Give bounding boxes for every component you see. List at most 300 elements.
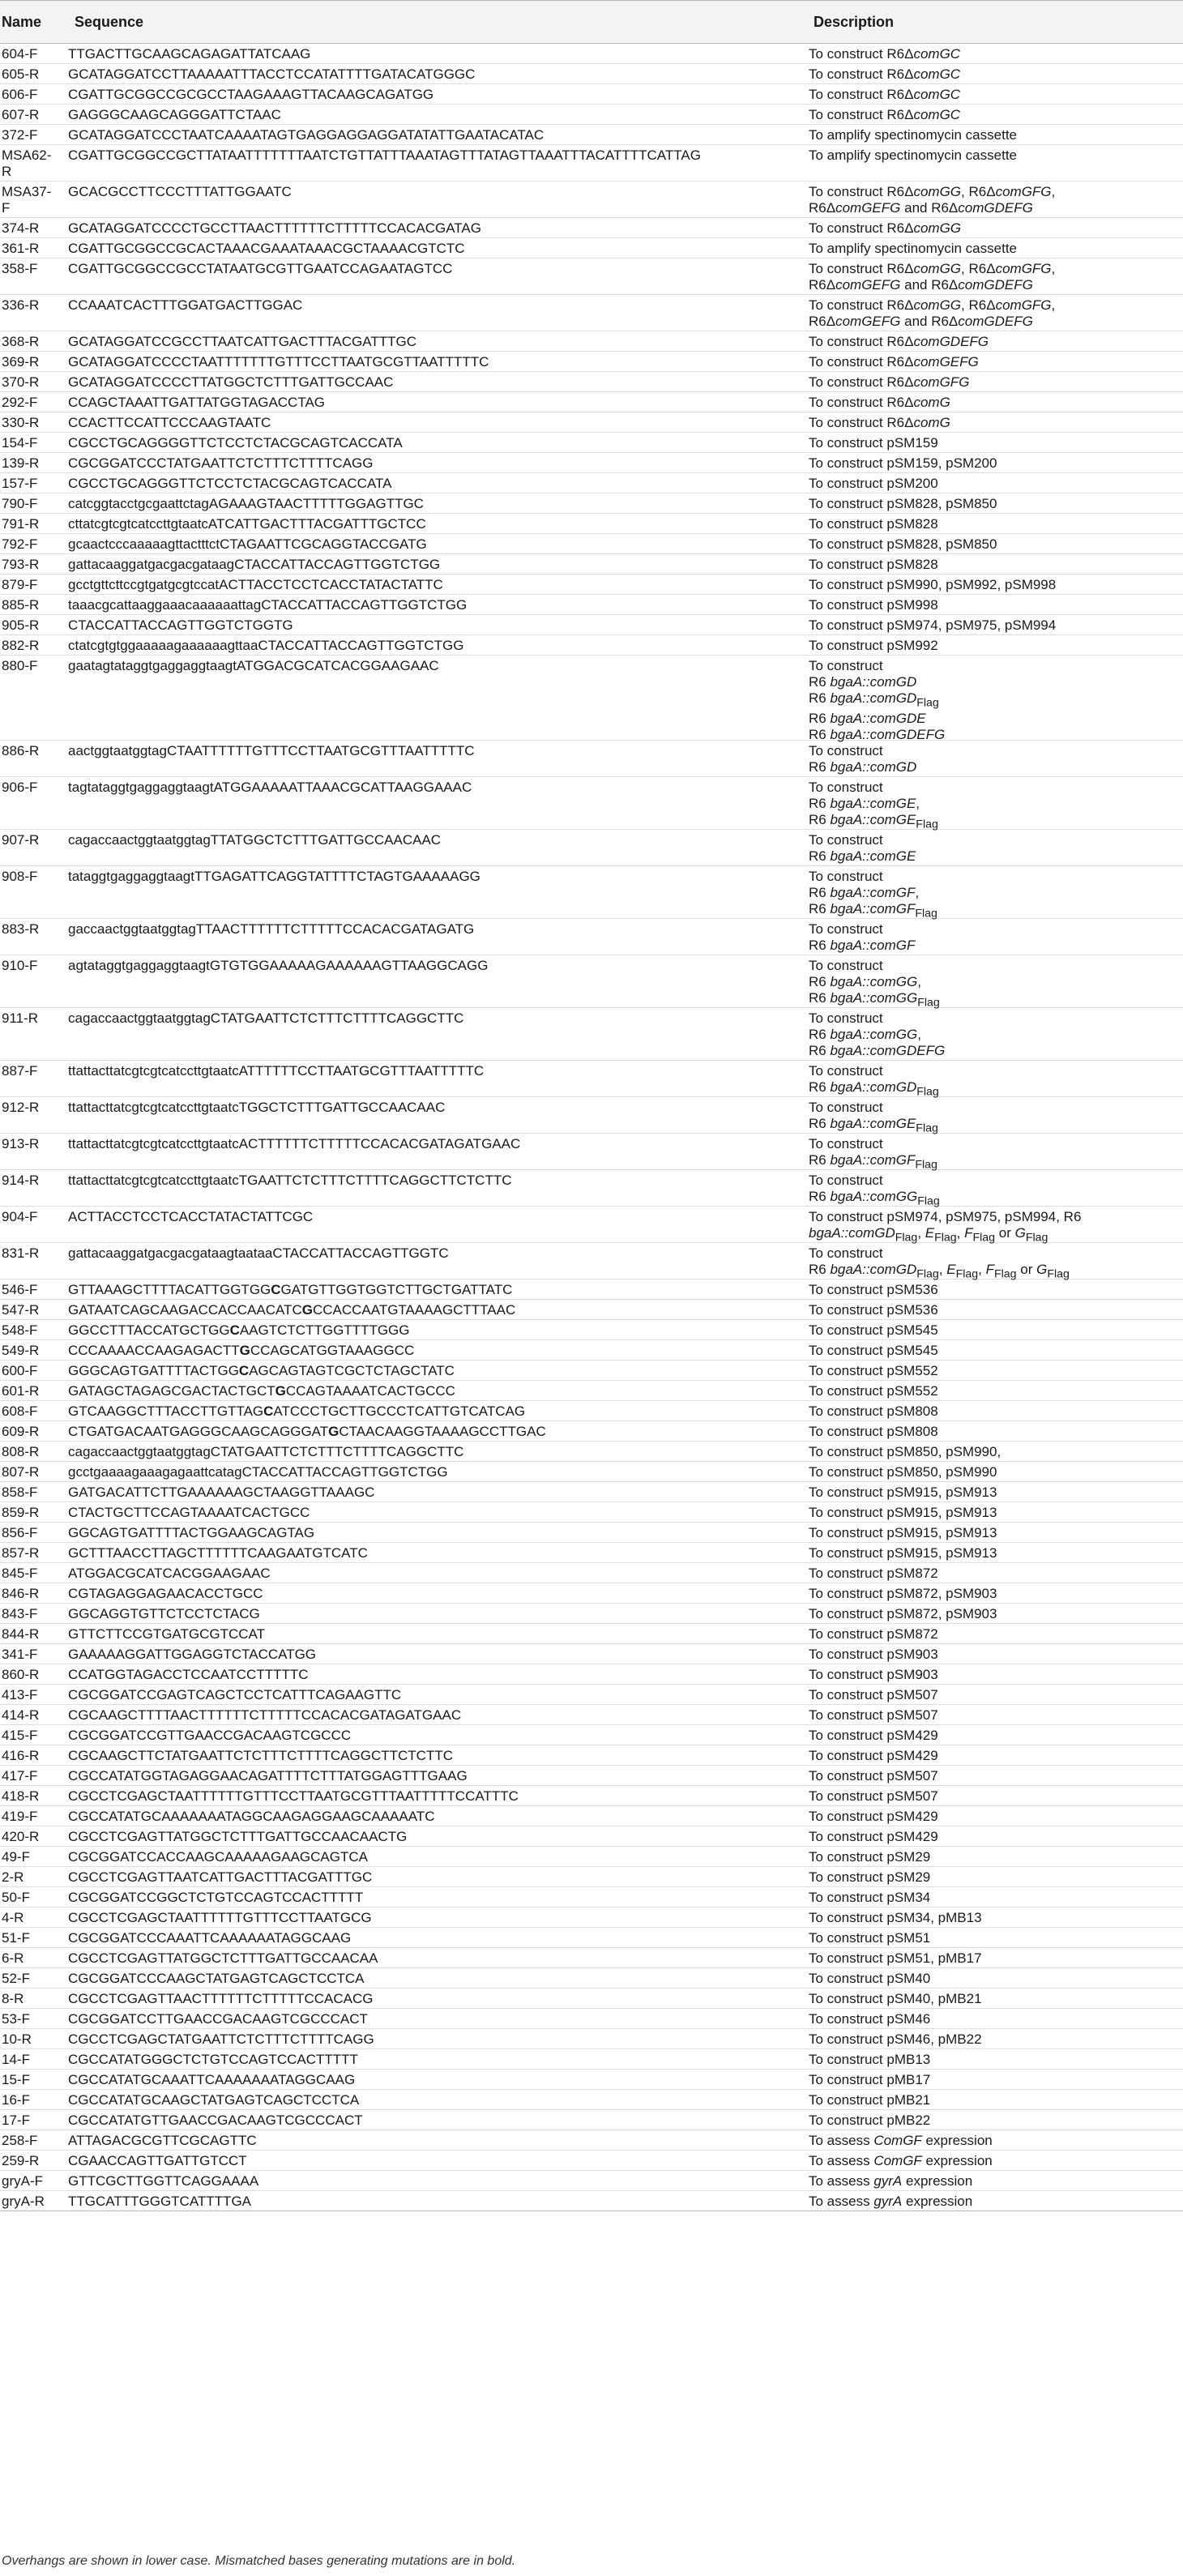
primer-description <box>805 64 1183 83</box>
primer-description <box>805 105 1183 123</box>
primer-name <box>0 1705 66 1724</box>
primer-name <box>0 1948 66 1967</box>
description-line: R6 bgaA::comGE <box>809 848 916 864</box>
description-line: To construct pSM872, pSM903 <box>809 1606 997 1621</box>
table-row <box>0 514 1183 534</box>
primer-description <box>805 1583 1183 1602</box>
primer-name-line: 791-R <box>2 516 40 532</box>
sequence-part: CGCCATATGCAAAAAAATAGGCAAGAGGAAGCAAAAATC <box>68 1809 435 1824</box>
table-row <box>0 433 1183 453</box>
primer-name <box>0 1968 66 1987</box>
sequence-part: CTGATGACAATGAGGGCAAGCAGGGAT <box>68 1424 329 1439</box>
primer-description <box>805 615 1183 634</box>
primer-name <box>0 433 66 451</box>
description-line: R6ΔcomGEFG and R6ΔcomGDEFG <box>809 200 1033 216</box>
primer-description <box>805 145 1183 164</box>
description-line: R6 bgaA::comGF$_{Flag}$ <box>809 901 937 921</box>
description-line: To construct <box>809 958 883 973</box>
description-line: To construct pSM850, pSM990, <box>809 1444 1001 1459</box>
description-line: To construct <box>809 1010 883 1026</box>
table-row <box>0 352 1183 372</box>
sequence-part: CGCGGATCCACCAAGCAAAAAGAAGCAGTCA <box>68 1849 368 1865</box>
primer-name <box>0 2009 66 2027</box>
primer-sequence <box>66 433 805 451</box>
sequence-part: ttattacttatcgtcgtcatccttgtaatcATTTTTTCCTTAATGCGTTTAATTTTTC <box>68 1063 485 1079</box>
description-line: To construct R6ΔcomG <box>809 415 950 430</box>
primer-sequence <box>66 554 805 573</box>
sequence-part: GGCCTTTACCATGCTGG <box>68 1322 230 1338</box>
primer-name-line: 372-F <box>2 127 38 143</box>
description-line: To assess ComGF expression <box>809 2153 993 2168</box>
primer-name <box>0 2130 66 2149</box>
table-row <box>0 1745 1183 1766</box>
table-row <box>0 1381 1183 1401</box>
description-line: R6 bgaA::comGG, <box>809 1027 921 1042</box>
primer-name-line: 547-R <box>2 1302 40 1318</box>
sequence-part: cagaccaactggtaatggtagCTATGAATTCTCTTTCTTTTCAGGCTTC <box>68 1444 464 1459</box>
table-row <box>0 1243 1183 1279</box>
description-line: To construct <box>809 780 883 795</box>
primer-description <box>805 453 1183 472</box>
primer-sequence <box>66 1644 805 1663</box>
sequence-part: GCATAGGATCCGCCTTAATCATTGACTTTACGATTTGC <box>68 334 417 349</box>
primer-description <box>805 777 1183 832</box>
primer-sequence <box>66 1725 805 1744</box>
sequence-part: CGCGGATCCCAAATTCAAAAAATAGGCAAG <box>68 1930 352 1946</box>
table-row <box>0 635 1183 656</box>
description-line: R6 bgaA::comGG, <box>809 974 921 989</box>
table-row <box>0 2070 1183 2090</box>
primer-sequence <box>66 866 805 885</box>
description-line: To amplify spectinomycin cassette <box>809 241 1017 256</box>
primer-sequence <box>66 238 805 257</box>
primer-name-line: 15-F <box>2 2072 30 2087</box>
primer-name <box>0 656 66 674</box>
sequence-part: GCATAGGATCCCCTAATTTTTTTGTTTCCTTAATGCGTTAATTTTTC <box>68 354 489 370</box>
description-line: R6 bgaA::comGF$_{Flag}$ <box>809 1152 937 1172</box>
description-line: To construct R6ΔcomGEFG <box>809 354 979 370</box>
primer-name-line: 912-R <box>2 1100 40 1115</box>
primer-sequence <box>66 1482 805 1501</box>
description-line: bgaA::comGD$_{Flag}$, $E_{Flag}$, $F_{Flag}$ or $G_{Flag}$ <box>809 1225 1048 1245</box>
description-line: R6 bgaA::comGD <box>809 674 917 690</box>
primer-sequence <box>66 1826 805 1845</box>
table-row <box>0 1887 1183 1907</box>
primer-description <box>805 1401 1183 1420</box>
primer-sequence <box>66 1786 805 1805</box>
sequence-part: CGCCATATGTTGAACCGACAAGTCGCCCACT <box>68 2112 363 2128</box>
primer-description <box>805 1207 1183 1245</box>
primer-name <box>0 1061 66 1079</box>
primer-name-line: 906-F <box>2 780 38 795</box>
sequence-part: CGCCTCGAGTTATGGCTCTTTGATTGCCAACAA <box>68 1950 378 1966</box>
primer-name <box>0 955 66 974</box>
sequence-part: GTTAAAGCTTTTACATTGGTGG <box>68 1282 271 1297</box>
table-row <box>0 145 1183 182</box>
primer-sequence <box>66 595 805 613</box>
primer-name <box>0 2070 66 2088</box>
primer-name-line: 369-R <box>2 354 40 370</box>
primer-sequence <box>66 2130 805 2149</box>
table-row <box>0 372 1183 392</box>
primer-name-line: 416-R <box>2 1748 40 1763</box>
primer-sequence <box>66 741 805 759</box>
primer-sequence <box>66 1847 805 1865</box>
table-row <box>0 1604 1183 1624</box>
primer-description <box>805 1279 1183 1298</box>
primer-description <box>805 1624 1183 1643</box>
primer-sequence <box>66 2090 805 2108</box>
sequence-part: GAGGGCAAGCAGGGATTCTAAC <box>68 107 281 122</box>
primer-sequence <box>66 2070 805 2088</box>
sequence-part: ttattacttatcgtcgtcatccttgtaatcACTTTTTTCTTTTTCCACACGATAGATGAAC <box>68 1136 521 1151</box>
sequence-part: CGCCTGCAGGGTTCTCCTCTACGCAGTCACCATA <box>68 476 392 491</box>
primer-description <box>805 1786 1183 1805</box>
primer-sequence <box>66 575 805 593</box>
primer-name <box>0 1725 66 1744</box>
sequence-part: GATAATCAGCAAGACCACCAACATC <box>68 1302 302 1318</box>
sequence-part: CGCCTCGAGTTAATCATTGACTTTACGATTTGC <box>68 1869 373 1885</box>
table-row <box>0 2151 1183 2171</box>
primer-name-line: 604-F <box>2 46 38 62</box>
primer-description <box>805 1644 1183 1663</box>
primer-name-line: 792-F <box>2 536 38 552</box>
description-line: To construct R6ΔcomGG, R6ΔcomGFG, <box>809 261 1056 276</box>
primer-name-line: 341-F <box>2 1647 38 1662</box>
primer-name-line: 50-F <box>2 1890 30 1905</box>
primer-description <box>805 1928 1183 1946</box>
primer-name <box>0 1421 66 1440</box>
sequence-part: CGCGGATCCCTATGAATTCTCTTTCTTTTCAGG <box>68 455 374 471</box>
table-row <box>0 1320 1183 1340</box>
primer-name <box>0 1887 66 1906</box>
primer-description <box>805 1989 1183 2007</box>
sequence-part: CGCGGATCCGAGTCAGCTCCTCATTTCAGAAGTTC <box>68 1687 402 1702</box>
sequence-part: CGATTGCGGCCGCGCCTAAGAAAGTTACAAGCAGATGG <box>68 87 434 102</box>
primer-description <box>805 1867 1183 1886</box>
description-line: To construct pSM545 <box>809 1322 938 1338</box>
primer-description <box>805 1907 1183 1926</box>
primer-sequence <box>66 830 805 848</box>
primer-name <box>0 64 66 83</box>
description-line: To construct pSM903 <box>809 1667 938 1682</box>
description-line: To amplify spectinomycin cassette <box>809 147 1017 163</box>
sequence-part: GATGACATTCTTGAAAAAAGCTAAGGTTAAAGC <box>68 1485 375 1500</box>
description-line: To construct R6ΔcomGG <box>809 220 962 236</box>
primer-name <box>0 258 66 277</box>
primer-description <box>805 1725 1183 1744</box>
sequence-part: CGCCTCGAGCTAATTTTTTGTTTCCTTAATGCGTTTAATTTTTCCATTTC <box>68 1788 519 1804</box>
sequence-part: CGCCTCGAGCTAATTTTTTGTTTCCTTAATGCG <box>68 1910 372 1925</box>
primer-name <box>0 1207 66 1225</box>
description-line: To construct <box>809 743 883 758</box>
primer-name <box>0 331 66 350</box>
description-line: To construct pSM40 <box>809 1971 931 1986</box>
primer-description <box>805 2130 1183 2149</box>
primer-sequence <box>66 1624 805 1643</box>
primer-description <box>805 331 1183 350</box>
primer-sequence <box>66 1243 805 1262</box>
primer-description <box>805 1664 1183 1683</box>
description-line: R6 bgaA::comGF, <box>809 885 920 900</box>
table-row <box>0 238 1183 258</box>
primer-description <box>805 1968 1183 1987</box>
primer-name <box>0 1361 66 1379</box>
sequence-part: TTGCATTTGGGTCATTTTGA <box>68 2194 252 2209</box>
sequence-part: ctatcgtgtggaaaaagaaaaaagttaaCTACCATTACCAGTTGGTCTGG <box>68 638 464 653</box>
sequence-part: tagtataggtgaggaggtaagtATGGAAAAATTAAACGCATTAAGGAAAC <box>68 780 472 795</box>
primer-name-line: 601-R <box>2 1383 40 1399</box>
primer-name-line: 549-R <box>2 1343 40 1358</box>
primer-name-line: 51-F <box>2 1930 30 1946</box>
primer-sequence <box>66 218 805 237</box>
description-line: To construct pMB22 <box>809 2112 931 2128</box>
sequence-part: GCATAGGATCCCTAATCAAAATAGTGAGGAGGAGGATATATTGAATACATAC <box>68 127 545 143</box>
description-line: To construct pSM29 <box>809 1869 931 1885</box>
primer-description <box>805 1320 1183 1339</box>
table-row <box>0 615 1183 635</box>
primer-description <box>805 218 1183 237</box>
primer-description <box>805 238 1183 257</box>
description-line: To construct <box>809 1173 883 1188</box>
primer-name-line: 910-F <box>2 958 38 973</box>
description-line: To construct pSM159 <box>809 435 938 451</box>
primer-name-line: 336-R <box>2 297 40 313</box>
primer-name <box>0 1482 66 1501</box>
sequence-part: CCACTTCCATTCCCAAGTAATC <box>68 415 271 430</box>
description-line: To construct pSM915, pSM913 <box>809 1505 997 1520</box>
primer-name <box>0 1847 66 1865</box>
sequence-part: CTACTGCTTCCAGTAAAATCACTGCC <box>68 1505 310 1520</box>
sequence-part: CCAGCATGGTAAAGGCC <box>250 1343 415 1358</box>
table-row <box>0 866 1183 919</box>
primer-description <box>805 866 1183 921</box>
sequence-part: CGCCATATGGGCTCTGTCCAGTCCACTTTTT <box>68 2052 358 2067</box>
primer-name-line: 911-R <box>2 1010 39 1026</box>
primer-name <box>0 830 66 848</box>
description-line: R6 bgaA::comGE$_{Flag}$ <box>809 812 938 831</box>
primer-sequence <box>66 1887 805 1906</box>
primer-name-line: 358-F <box>2 261 38 276</box>
primer-description <box>805 514 1183 532</box>
description-line: To construct <box>809 1063 883 1079</box>
table-row <box>0 1421 1183 1442</box>
table-row <box>0 473 1183 493</box>
primer-name-line: 8-R <box>2 1991 24 2006</box>
sequence-part: AGCAGTAGTCGCTCTAGCTATC <box>249 1363 455 1378</box>
description-line: To construct pSM990, pSM992, pSM998 <box>809 577 1057 592</box>
table-row <box>0 453 1183 473</box>
sequence-part: CGCGGATCCTTGAACCGACAAGTCGCCCACT <box>68 2011 368 2027</box>
primer-description <box>805 1563 1183 1582</box>
primer-description <box>805 1008 1183 1059</box>
sequence-part: gcctgaaaagaaagagaattcatagCTACCATTACCAGTTGGTCTGG <box>68 1464 448 1480</box>
sequence-part: gaatagtataggtgaggaggtaagtATGGACGCATCACGGAAGAAC <box>68 658 439 673</box>
table-header <box>0 0 1183 44</box>
sequence-part: CGTAGAGGAGAACACCTGCC <box>68 1586 263 1601</box>
mismatch-base: C <box>263 1403 274 1419</box>
primer-name <box>0 2191 66 2210</box>
sequence-part: CCAAATCACTTTGGATGACTTGGAC <box>68 297 303 313</box>
primer-name-line: 368-R <box>2 334 40 349</box>
primer-sequence <box>66 1563 805 1582</box>
primer-sequence <box>66 2191 805 2210</box>
primer-name <box>0 352 66 370</box>
sequence-part: ttattacttatcgtcgtcatccttgtaatcTGAATTCTCTTTCTTTTCAGGCTTCTCTTC <box>68 1173 512 1188</box>
table-row <box>0 1948 1183 1968</box>
primer-description <box>805 1705 1183 1724</box>
table-row <box>0 1786 1183 1806</box>
primer-name <box>0 372 66 391</box>
header-sequence: Sequence <box>75 13 144 30</box>
primer-name <box>0 238 66 257</box>
primer-name <box>0 1907 66 1926</box>
sequence-part: GCTTTAACCTTAGCTTTTTTCAAGAATGTCATC <box>68 1545 368 1561</box>
table-row <box>0 1502 1183 1523</box>
primer-name-line: 6-R <box>2 1950 24 1966</box>
primer-name <box>0 635 66 654</box>
sequence-part: CCATGGTAGACCTCCAATCCTTTTTC <box>68 1667 309 1682</box>
description-line: To construct pSM903 <box>809 1647 938 1662</box>
description-line: To construct pSM915, pSM913 <box>809 1485 997 1500</box>
mismatch-base: C <box>229 1322 240 1338</box>
primer-name-line: 154-F <box>2 435 38 451</box>
primer-name-line: 53-F <box>2 2011 30 2027</box>
primer-name-line: 605-R <box>2 66 40 82</box>
primer-name <box>0 1745 66 1764</box>
primer-name-line: 860-R <box>2 1667 40 1682</box>
primer-name-line: 414-R <box>2 1707 40 1723</box>
table-row <box>0 1705 1183 1725</box>
mismatch-base: C <box>271 1282 281 1297</box>
description-line: R6 bgaA::comGF <box>809 938 916 953</box>
primer-name <box>0 125 66 143</box>
sequence-part: CGCCATATGGTAGAGGAACAGATTTTCTTTATGGAGTTTGAAG <box>68 1768 468 1784</box>
sequence-part: CGCCATATGCAAATTCAAAAAAATAGGCAAG <box>68 2072 356 2087</box>
mismatch-base: G <box>239 1343 250 1358</box>
primer-description <box>805 2110 1183 2129</box>
table-row <box>0 105 1183 125</box>
table-row <box>0 2090 1183 2110</box>
primer-sequence <box>66 44 805 62</box>
primer-name-line: F <box>2 200 11 216</box>
table-row <box>0 64 1183 84</box>
sequence-part: CGAACCAGTTGATTGTCCT <box>68 2153 247 2168</box>
primer-description <box>805 919 1183 954</box>
table-row <box>0 741 1183 777</box>
primer-sequence <box>66 258 805 277</box>
sequence-part: gattacaaggatgacgacgataagtaataaCTACCATTACCAGTTGGTC <box>68 1245 449 1261</box>
description-line: To construct pSM998 <box>809 597 938 613</box>
primer-name-line: MSA62- <box>2 147 52 163</box>
primer-description <box>805 2171 1183 2189</box>
primer-name-line: 883-R <box>2 921 40 937</box>
table-row <box>0 1867 1183 1887</box>
primer-description <box>805 1826 1183 1845</box>
primer-sequence <box>66 2009 805 2027</box>
sequence-part: GCATAGGATCCTTAAAAATTTACCTCCATATTTTGATACATGGGC <box>68 66 476 82</box>
primer-name-line: 418-R <box>2 1788 40 1804</box>
primer-name-line: 259-R <box>2 2153 40 2168</box>
primer-sequence <box>66 2049 805 2068</box>
description-line: To assess ComGF expression <box>809 2133 993 2148</box>
sequence-part: CGCGGATCCGTTGAACCGACAAGTCGCCC <box>68 1728 352 1743</box>
description-line: To construct pSM552 <box>809 1383 938 1399</box>
description-line: To construct pSM828, pSM850 <box>809 536 997 552</box>
primer-name <box>0 1008 66 1027</box>
table-body <box>0 44 1183 2211</box>
description-line: To construct pSM159, pSM200 <box>809 455 997 471</box>
table-row <box>0 830 1183 866</box>
primer-description <box>805 1482 1183 1501</box>
primer-name <box>0 1928 66 1946</box>
sequence-part: ATTAGACGCGTTCGCAGTTC <box>68 2133 257 2148</box>
primer-description <box>805 433 1183 451</box>
primer-description <box>805 955 1183 1010</box>
description-line: To construct <box>809 1100 883 1115</box>
primer-description <box>805 1340 1183 1359</box>
table-row <box>0 1826 1183 1847</box>
header-name: Name <box>2 13 42 30</box>
primer-name-line: 908-F <box>2 869 38 884</box>
sequence-part: ATGGACGCATCACGGAAGAAC <box>68 1566 271 1581</box>
sequence-part: CGCCTCGAGTTATGGCTCTTTGATTGCCAACAACTG <box>68 1829 408 1844</box>
description-line: To construct pSM536 <box>809 1282 938 1297</box>
primer-description <box>805 575 1183 593</box>
table-row <box>0 493 1183 514</box>
primer-name <box>0 866 66 885</box>
sequence-part: taaacgcattaaggaaacaaaaaattagCTACCATTACCAGTTGGTCTGG <box>68 597 468 613</box>
primer-name <box>0 453 66 472</box>
primer-name-line: 419-F <box>2 1809 38 1824</box>
description-line: To assess gyrA expression <box>809 2173 973 2189</box>
primer-name-line: gryA-R <box>2 2194 45 2209</box>
primer-name <box>0 575 66 593</box>
primer-description <box>805 473 1183 492</box>
primer-name-line: 607-R <box>2 107 40 122</box>
sequence-part: CGCAAGCTTTTAACTTTTTTCTTTTTCCACACGATAGATGAAC <box>68 1707 462 1723</box>
primer-sequence <box>66 125 805 143</box>
description-line: R6 bgaA::comGD$_{Flag}$, $E_{Flag}$, $F_{Flag}$ or $G_{Flag}$ <box>809 1262 1070 1281</box>
primer-description <box>805 1745 1183 1764</box>
table-row <box>0 1300 1183 1320</box>
table-row <box>0 534 1183 554</box>
sequence-part: GCACGCCTTCCCTTTATTGGAATC <box>68 184 292 199</box>
primer-name-line: 157-F <box>2 476 38 491</box>
primer-name <box>0 1664 66 1683</box>
table-row <box>0 1543 1183 1563</box>
primer-sequence <box>66 2110 805 2129</box>
table-row <box>0 554 1183 575</box>
primer-sequence <box>66 2029 805 2048</box>
description-line: R6 bgaA::comGG$_{Flag}$ <box>809 990 940 1010</box>
primer-name <box>0 182 66 216</box>
description-line: R6 bgaA::comGG$_{Flag}$ <box>809 1189 940 1208</box>
table-row <box>0 1583 1183 1604</box>
primer-description <box>805 1887 1183 1906</box>
primer-sequence <box>66 1989 805 2007</box>
primer-sequence <box>66 1170 805 1189</box>
primer-sequence <box>66 615 805 634</box>
description-line: To construct pSM536 <box>809 1302 938 1318</box>
primer-name-line: 914-R <box>2 1173 40 1188</box>
primer-sequence <box>66 1008 805 1027</box>
primer-name-line: 856-F <box>2 1525 38 1540</box>
sequence-part: tataggtgaggaggtaagtTTGAGATTCAGGTATTTTCTAGTGAAAAAGG <box>68 869 480 884</box>
primer-name <box>0 1786 66 1805</box>
sequence-part: GGCAGTGATTTTACTGGAAGCAGTAG <box>68 1525 315 1540</box>
primer-name <box>0 145 66 180</box>
